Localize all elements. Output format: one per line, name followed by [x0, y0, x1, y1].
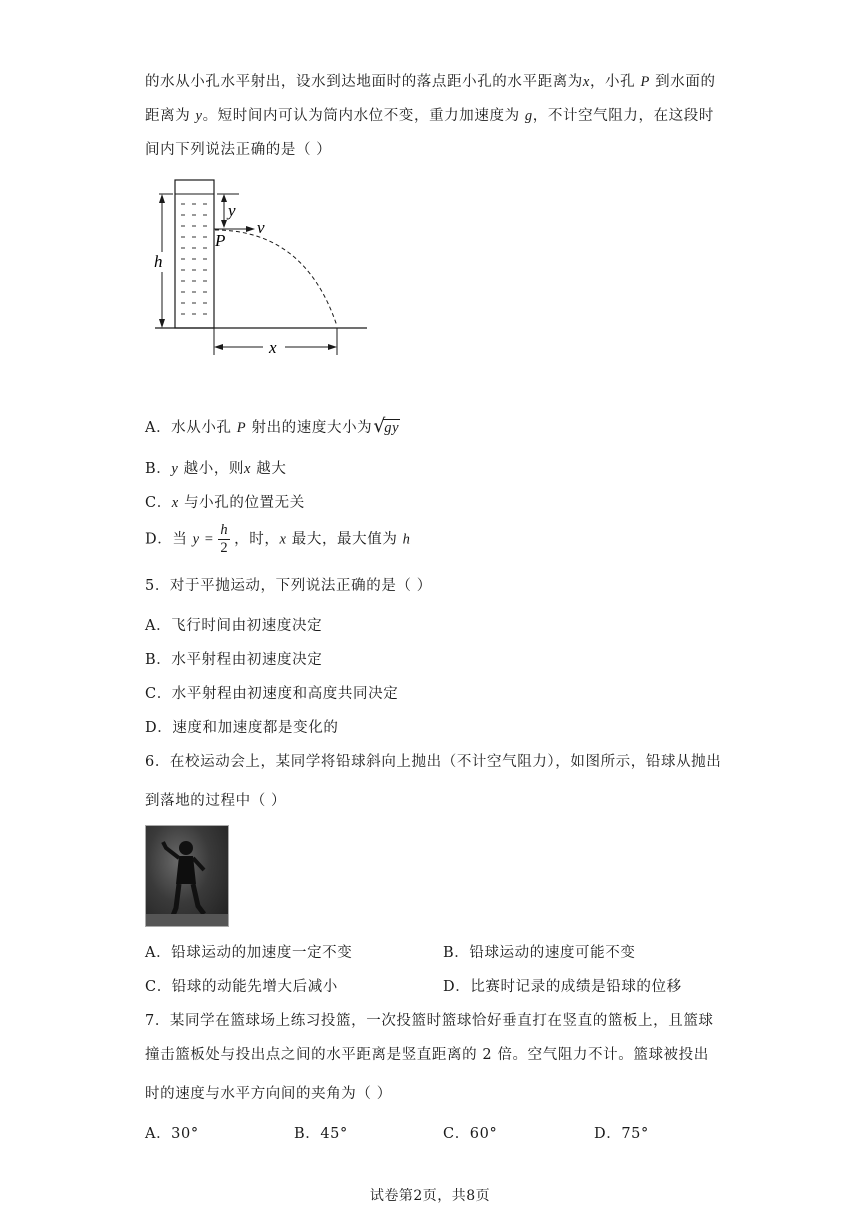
water-trajectory [215, 230, 337, 326]
text: D．当 [145, 531, 188, 548]
var-y: y [195, 108, 203, 124]
q6-option-b: B．铅球运动的速度可能不变 [443, 945, 636, 961]
numerator: h [220, 522, 229, 538]
h-arrowhead-down [159, 319, 165, 328]
text: ，不计空气阻力，在这段时 [532, 108, 714, 124]
water-jet-diagram [145, 172, 375, 367]
var-p: P [236, 420, 247, 436]
q7-option-c: C．60° [443, 1126, 498, 1142]
q6-option-c: C．铅球的动能先增大后减小 [145, 979, 338, 995]
var-h: h [402, 531, 411, 548]
q4-option-d [145, 522, 411, 557]
label-y: y [228, 201, 236, 220]
page-footer: 试卷第2页，共8页 [369, 1188, 491, 1204]
q5-option-c: C．水平射程由初速度和高度共同决定 [145, 686, 399, 702]
q4-stem-line-2 [145, 104, 714, 125]
q7-option-a: A．30° [145, 1126, 199, 1142]
text: C． [145, 495, 172, 511]
text: ，时， [234, 531, 280, 548]
var-x: x [582, 74, 590, 90]
q4-stem-line-3: 间内下列说法正确的是（ ） [145, 142, 332, 158]
text: 。短时间内可认为筒内水位不变，重力加速度为 [202, 108, 520, 124]
q7-stem-line-3: 时的速度与水平方向间的夹角为（ ） [145, 1086, 392, 1102]
var-y-equals: y = [192, 531, 215, 548]
q5-option-b: B．水平射程由初速度决定 [145, 652, 323, 668]
x-arrowhead-left [214, 344, 223, 350]
text: 的水从小孔水平射出，设水到达地面时的落点距小孔的水平距离为 [145, 74, 583, 90]
text: A．水从小孔 [145, 420, 232, 436]
text: 越小，则 [183, 461, 245, 477]
q7-stem-line-1: 7．某同学在篮球场上练习投篮，一次投篮时篮球恰好垂直打在竖直的篮板上，且篮球 [145, 1013, 714, 1029]
text: 到水面的 [655, 74, 716, 90]
sqrt-expression: √ gy [373, 415, 400, 437]
label-v: v [257, 218, 265, 237]
var-x: x [279, 531, 287, 548]
q6-option-d: D．比赛时记录的成绩是铅球的位移 [443, 979, 682, 995]
text: 与小孔的位置无关 [184, 495, 305, 511]
var-g: g [524, 108, 533, 124]
text: B． [145, 461, 172, 477]
shot-put-photo [145, 825, 229, 927]
sqrt-body: gy [384, 420, 400, 436]
q6-option-a: A．铅球运动的加速度一定不变 [145, 945, 353, 961]
velocity-arrowhead [246, 226, 255, 232]
q4-option-b [145, 457, 287, 478]
label-h: h [154, 252, 163, 271]
q4-stem-line-1 [145, 70, 716, 91]
var-x: x [171, 495, 179, 511]
q7-option-b: B．45° [294, 1126, 348, 1142]
var-p: P [640, 74, 650, 90]
athlete-silhouette [146, 826, 228, 926]
q5-option-d: D．速度和加速度都是变化的 [145, 720, 339, 736]
text: 射出的速度大小为 [251, 420, 373, 436]
q4-option-c [145, 491, 305, 512]
text: ，小孔 [589, 74, 636, 90]
label-p: P [215, 231, 226, 250]
q7-stem-line-2: 撞击篮板处与投出点之间的水平距离是竖直距离的 2 倍。空气阻力不计。篮球被投出 [145, 1047, 709, 1063]
water-dashes [181, 204, 207, 314]
fraction-h-over-2 [218, 522, 230, 557]
y-arrowhead-down [221, 220, 227, 228]
text: 最大，最大值为 [291, 531, 398, 548]
q6-stem-line-1: 6．在校运动会上，某同学将铅球斜向上抛出（不计空气阻力），如图所示，铅球从抛出 [145, 754, 722, 770]
label-x: x [269, 338, 277, 357]
x-arrowhead-right [328, 344, 337, 350]
var-y: y [171, 461, 179, 477]
text: 距离为 [145, 108, 191, 124]
var-x: x [244, 461, 252, 477]
q5-stem: 5．对于平抛运动，下列说法正确的是（ ） [145, 578, 432, 594]
q5-option-a: A．飞行时间由初速度决定 [145, 618, 323, 634]
container-outline [175, 180, 214, 328]
q6-stem-line-2: 到落地的过程中（ ） [145, 793, 287, 809]
h-arrowhead-up [159, 194, 165, 203]
q7-option-d: D．75° [594, 1126, 649, 1142]
text: 越大 [256, 461, 287, 477]
y-arrowhead-up [221, 194, 227, 202]
denominator: 2 [220, 540, 229, 556]
q4-option-a [145, 416, 400, 437]
